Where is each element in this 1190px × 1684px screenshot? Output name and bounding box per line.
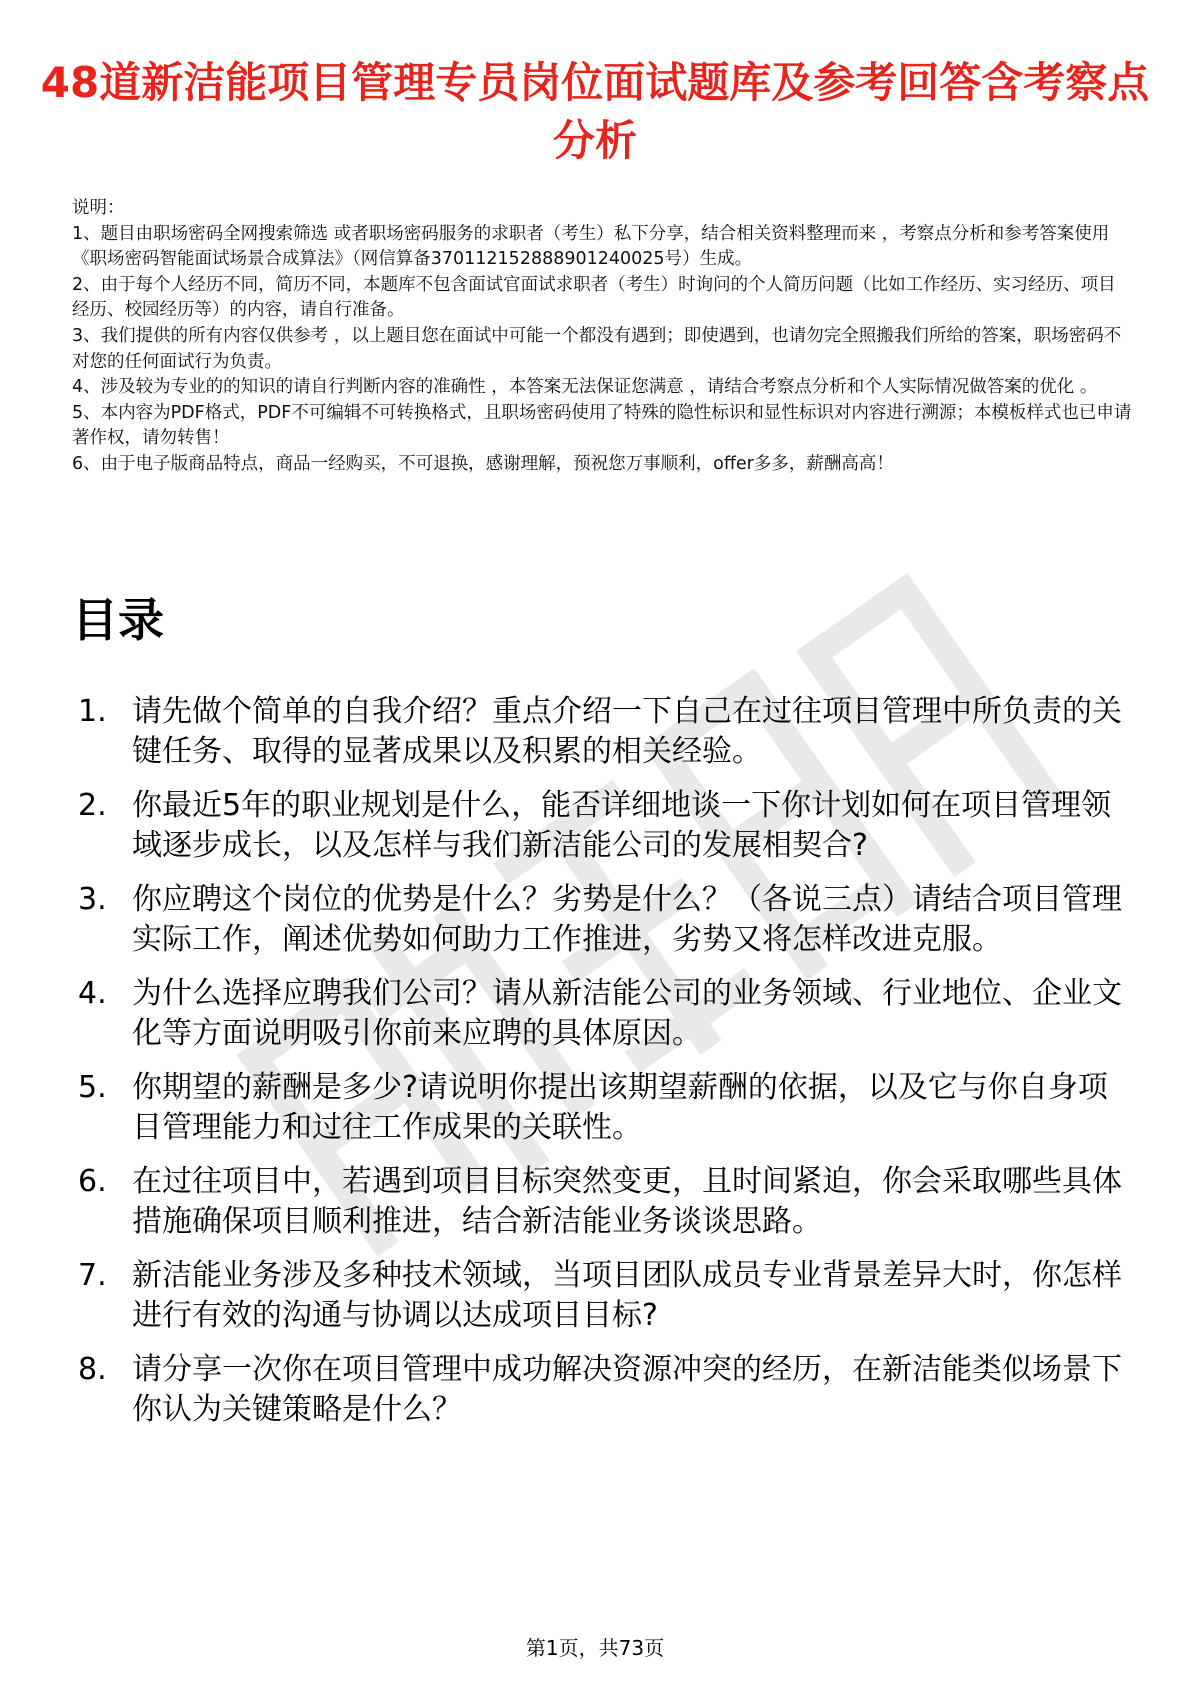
- question-text: 新洁能业务涉及多种技术领域，当项目团队成员专业背景差异大时，你怎样进行有效的沟通与协调以达成项目目标?: [132, 1258, 1122, 1333]
- question-text: 为什么选择应聘我们公司？请从新洁能公司的业务领域、行业地位、企业文化等方面说明吸引你前来应聘的具体原因。: [132, 976, 1122, 1051]
- question-number: 5.: [78, 1070, 107, 1105]
- question-list: [72, 692, 1132, 1430]
- question-text: 你应聘这个岗位的优势是什么？劣势是什么？（各说三点）请结合项目管理实际工作，阐述优势如何助力工作推进，劣势又将怎样改进克服。: [132, 882, 1122, 957]
- question-text: 你最近5年的职业规划是什么，能否详细地谈一下你计划如何在项目管理领域逐步成长，以及怎样与我们新洁能公司的发展相契合?: [132, 788, 1112, 863]
- notes-heading: 说明：: [72, 198, 125, 218]
- note-item: 5、本内容为PDF格式，PDF不可编辑不可转换格式，且职场密码使用了特殊的隐性标识和显性标识对内容进行溯源；本模板样式也已申请著作权，请勿转售！: [72, 402, 1132, 449]
- question-item: [72, 880, 1132, 960]
- page-number: 第1页，共73页: [525, 1636, 665, 1660]
- toc-heading: 目录: [72, 593, 164, 647]
- note-item: 6、由于电子版商品特点，商品一经购买，不可退换，感谢理解，预祝您万事顺利，offer多多，薪酬高高！: [72, 453, 894, 474]
- question-number: 3.: [78, 882, 107, 917]
- note-item: 2、由于每个人经历不同，简历不同，本题库不包含面试官面试求职者（考生）时询问的个人简历问题（比如工作经历、实习经历、项目经历、校园经历等）的内容，请自行准备。: [72, 274, 1116, 321]
- question-number: 1.: [78, 694, 107, 729]
- question-text: 在过往项目中，若遇到项目目标突然变更，且时间紧迫，你会采取哪些具体措施确保项目顺利推进，结合新洁能业务谈谈思路。: [132, 1164, 1122, 1239]
- question-item: [72, 692, 1132, 772]
- note-item: 4、涉及较为专业的的知识的请自行判断内容的准确性 ，本答案无法保证您满意 ，请结合考察点分析和个人实际情况做答案的优化 。: [72, 377, 1098, 398]
- question-item: [72, 974, 1132, 1054]
- question-item: [72, 1350, 1132, 1430]
- question-text: 请先做个简单的自我介绍？重点介绍一下自己在过往项目管理中所负责的关键任务、取得的显著成果以及积累的相关经验。: [132, 694, 1122, 769]
- question-number: 4.: [78, 976, 107, 1011]
- question-number: 2.: [78, 788, 107, 823]
- document-title: 48道新洁能项目管理专员岗位面试题库及参考回答含考察点分析: [40, 58, 1150, 165]
- question-number: 8.: [78, 1352, 107, 1387]
- question-item: [72, 1256, 1132, 1336]
- question-text: 你期望的薪酬是多少?请说明你提出该期望薪酬的依据，以及它与你自身项目管理能力和过往工作成果的关联性。: [132, 1070, 1108, 1145]
- question-text: 请分享一次你在项目管理中成功解决资源冲突的经历，在新洁能类似场景下你认为关键策略是什么？: [132, 1352, 1122, 1427]
- disclaimer-notes: [72, 196, 1132, 478]
- question-number: 6.: [78, 1164, 107, 1199]
- question-number: 7.: [78, 1258, 107, 1293]
- note-item: 3、我们提供的所有内容仅供参考 ，以上题目您在面试中可能一个都没有遇到；即使遇到，也请勿完全照搬我们所给的答案，职场密码不对您的任何面试行为负责。: [72, 325, 1122, 372]
- question-item: [72, 786, 1132, 866]
- question-item: [72, 1068, 1132, 1148]
- question-item: [72, 1162, 1132, 1242]
- note-item: 1、题目由职场密码全网搜索筛选 或者职场密码服务的求职者（考生）私下分享，结合相关资料整理而来 ，考察点分析和参考答案使用《职场密码智能面试场景合成算法》（网信算备370112152888901240025号）生成。: [72, 223, 1110, 270]
